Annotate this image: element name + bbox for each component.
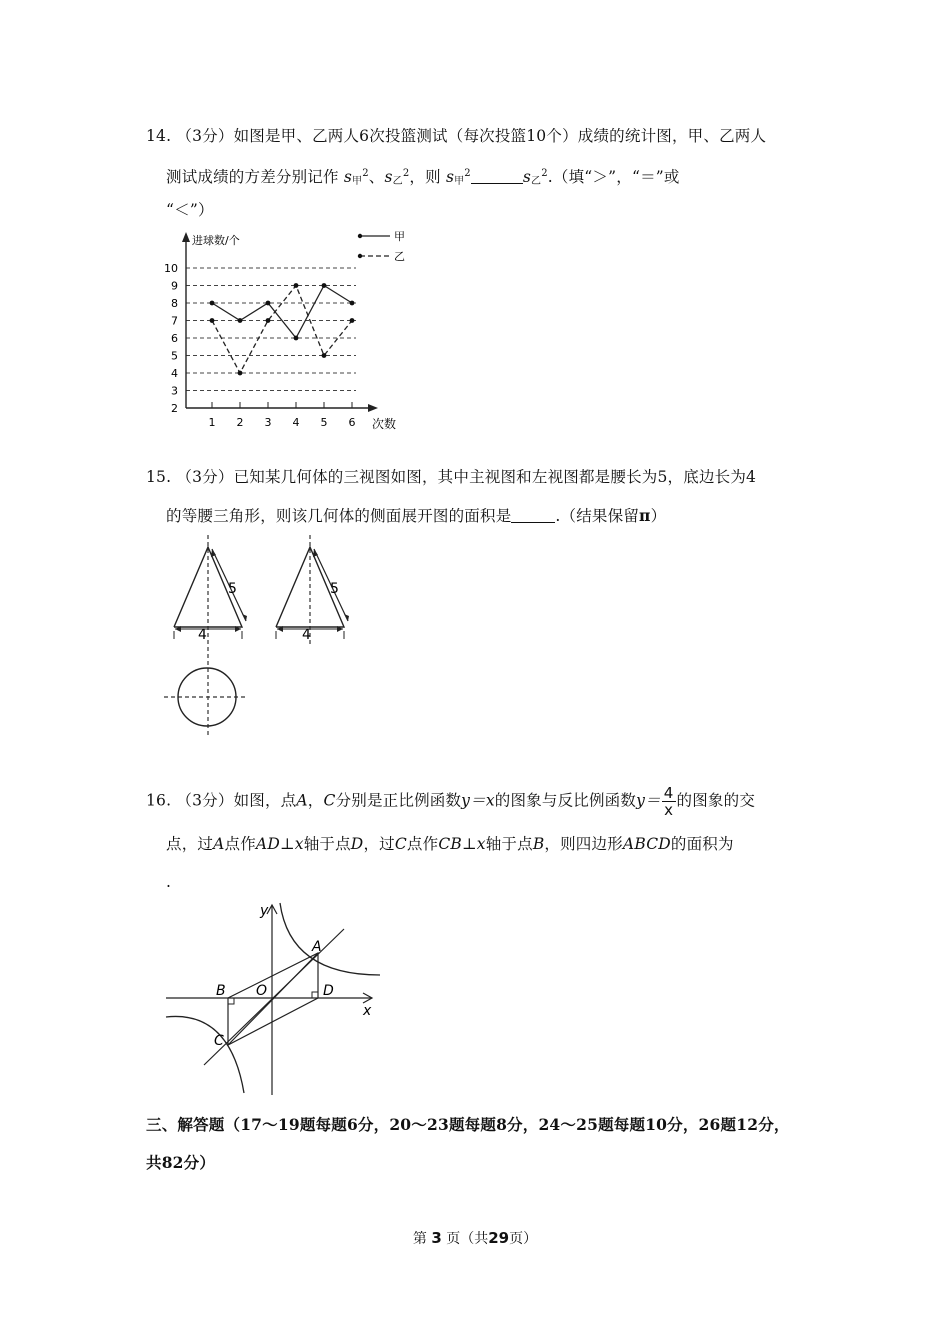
q16-points: （3分） (176, 791, 234, 810)
q16-point-B: B (532, 835, 545, 853)
q15-left-slant-label: 5 (330, 581, 339, 597)
y-tick-8: 8 (171, 297, 178, 310)
y-tick-5: 5 (171, 349, 178, 363)
q16-text-1a: 如图，点 (233, 791, 297, 810)
x-tick-6: 6 (348, 416, 356, 429)
y-axis-arrow (182, 232, 190, 242)
footer-post: 页） (509, 1231, 538, 1247)
x-tick-5: 5 (320, 416, 328, 429)
q14-points: （3分） (176, 127, 234, 145)
q14-sup-4: 2 (541, 168, 548, 179)
q16-text-2d: ，过 (363, 835, 395, 853)
y-tick-3: 3 (171, 384, 178, 398)
q16-text-2g: ，则四边形 (544, 835, 623, 853)
q16-text-3[interactable]: . (166, 873, 172, 891)
q16-label-x: x (363, 1003, 372, 1019)
page-footer (0, 1228, 950, 1248)
q16-coordinate-figure (160, 895, 400, 1095)
q16-text-1d: 的图象的交 (676, 791, 756, 810)
x-axis-label: 次数 (372, 417, 397, 431)
point-乙-1 (210, 318, 215, 323)
q16-text-2b: 点作 (224, 835, 256, 853)
section3-title-2: 共82分） (146, 1153, 216, 1172)
q14-sup-3: 2 (464, 168, 471, 179)
q15-answer-blank[interactable] (511, 506, 555, 523)
q14-sup-1: 2 (362, 168, 369, 179)
q16-line1 (146, 785, 755, 818)
q15-text-2b: .（结果保留 (555, 507, 640, 525)
q14-line3 (166, 199, 214, 221)
q14-line2 (166, 163, 680, 193)
q16-AD: AD (255, 835, 280, 853)
series-line-甲 (212, 286, 352, 339)
section3-line1 (146, 1114, 790, 1136)
x-tick-4: 4 (292, 416, 300, 429)
q15-line1 (146, 466, 756, 488)
point-甲-4 (294, 336, 299, 341)
footer-pre: 第 (412, 1231, 427, 1247)
q14-text-2a: 测试成绩的方差分别记作 (166, 168, 339, 186)
footer-page-number: 3 (431, 1229, 442, 1247)
q15-front-view (174, 535, 247, 735)
y-tick-6: 6 (171, 332, 178, 345)
q16-text-1c: 的图象与反比例函数 (494, 791, 637, 810)
q16-hyperbola-branch-2 (166, 1016, 244, 1093)
q14-then: ，则 (409, 168, 441, 186)
point-甲-6 (350, 301, 355, 306)
q16-CB: CB (438, 835, 462, 853)
q14-answer-blank[interactable] (471, 167, 523, 184)
q16-text-1b: 分别是正比例函数 (335, 791, 462, 810)
q16-frac-num: 4 (663, 784, 674, 802)
x-tick-3: 3 (264, 416, 272, 429)
q15-text-1: 已知某几何体的三视图如图，其中主视图和左视图都是腰长为5，底边长为4 (233, 468, 757, 486)
legend-label-乙: 乙 (394, 250, 405, 263)
point-乙-6 (350, 318, 355, 323)
q16-point-C-2: C (394, 835, 407, 853)
q16-text-2h: 的面积为 (670, 835, 734, 853)
q15-text-2a: 的等腰三角形，则该几何体的侧面展开图的面积是 (166, 507, 512, 525)
x-tick-1: 1 (208, 416, 216, 429)
q14-sub-yi-2: 乙 (531, 176, 542, 187)
q14-s-jia: s (343, 168, 352, 186)
q16-x-1: x (294, 835, 304, 853)
q15-front-base-label: 4 (198, 627, 207, 643)
q16-func-direct: y＝x (461, 791, 495, 810)
q15-left-view (276, 535, 349, 645)
q14-s-jia-2: s (445, 168, 455, 186)
q14-sub-jia-2: 甲 (454, 176, 465, 187)
q14-sub-jia: 甲 (352, 176, 363, 187)
q14-number: 14. (146, 127, 172, 145)
q16-label-y: y (260, 903, 269, 919)
q16-label-D: D (323, 983, 334, 999)
legend-label-甲: 甲 (394, 230, 405, 243)
x-tick-2: 2 (236, 416, 244, 429)
q16-label-O: O (256, 983, 268, 999)
q16-text-2a: 点，过 (166, 835, 214, 853)
q16-line2 (166, 833, 734, 855)
q16-point-A: A (296, 791, 308, 810)
q14-line1 (146, 125, 766, 147)
q16-func-inverse-lhs: y＝ (636, 791, 661, 810)
y-tick-4: 4 (171, 367, 178, 380)
point-乙-4 (294, 283, 299, 288)
legend-dot-甲 (358, 234, 362, 238)
q16-text-2c: 轴于点 (303, 835, 351, 853)
footer-total-pages: 29 (488, 1229, 510, 1247)
point-乙-2 (238, 371, 243, 376)
section3-line2 (146, 1152, 215, 1174)
point-甲-1 (210, 301, 215, 306)
q16-point-D: D (350, 835, 364, 853)
q14-sup-2: 2 (402, 168, 410, 179)
q16-perp-1: ⊥ (279, 835, 295, 853)
q16-label-A: A (312, 939, 322, 955)
q16-text-2e: 点作 (406, 835, 439, 853)
y-tick-9: 9 (171, 279, 178, 293)
q14-text-3: “＜”） (166, 201, 214, 219)
q14-sep: 、 (368, 168, 385, 186)
q15-front-slant-label: 5 (228, 581, 237, 597)
q15-top-view (164, 668, 248, 726)
q16-perp-2: ⊥ (461, 835, 477, 853)
q16-frac-den: x (664, 801, 674, 819)
q15-three-views-figure (160, 535, 420, 745)
point-甲-3 (266, 301, 271, 306)
q16-x-2: x (476, 835, 486, 853)
q14-s-yi-2: s (522, 168, 532, 186)
q15-pi: π (639, 506, 651, 525)
q15-text-2c: ） (650, 507, 667, 525)
q16-comma: ， (307, 791, 324, 810)
legend-dot-乙 (358, 254, 362, 258)
point-甲-5 (322, 283, 327, 288)
y-tick-10: 10 (164, 262, 178, 275)
point-乙-5 (322, 353, 327, 358)
q14-fill-hint: .（填“＞”，“＝”或 (547, 168, 680, 186)
q14-sub-yi: 乙 (392, 176, 403, 187)
q16-fraction (662, 785, 676, 818)
y-axis-label: 进球数/个 (192, 234, 240, 247)
y-tick-2: 2 (171, 402, 178, 415)
q15-left-base-label: 4 (302, 627, 311, 643)
q16-ABCD: ABCD (622, 835, 671, 853)
q15-line2 (166, 505, 666, 527)
q16-point-C: C (323, 791, 336, 810)
q16-label-B: B (216, 983, 226, 999)
q16-point-A-2: A (213, 835, 225, 853)
q15-points: （3分） (176, 468, 234, 486)
series-line-乙 (212, 286, 352, 374)
q16-text-2f: 轴于点 (485, 835, 533, 853)
q14-line-chart (150, 228, 410, 438)
x-axis-arrow (368, 404, 378, 412)
point-甲-2 (238, 318, 243, 323)
q16-label-C: C (214, 1033, 224, 1049)
point-乙-3 (266, 318, 271, 323)
footer-mid: 页（共 (446, 1231, 489, 1247)
section3-title-1: 三、解答题（17～19题每题6分，20～23题每题8分，24～25题每题10分，26题12分， (146, 1115, 790, 1134)
q16-number: 16. (146, 791, 172, 810)
q15-number: 15. (146, 468, 172, 486)
y-tick-7: 7 (171, 314, 178, 328)
q16-line3 (166, 871, 171, 893)
q14-s-yi: s (384, 168, 393, 186)
q14-text-1: 如图是甲、乙两人6次投篮测试（每次投篮10个）成绩的统计图，甲、乙两人 (233, 127, 767, 145)
